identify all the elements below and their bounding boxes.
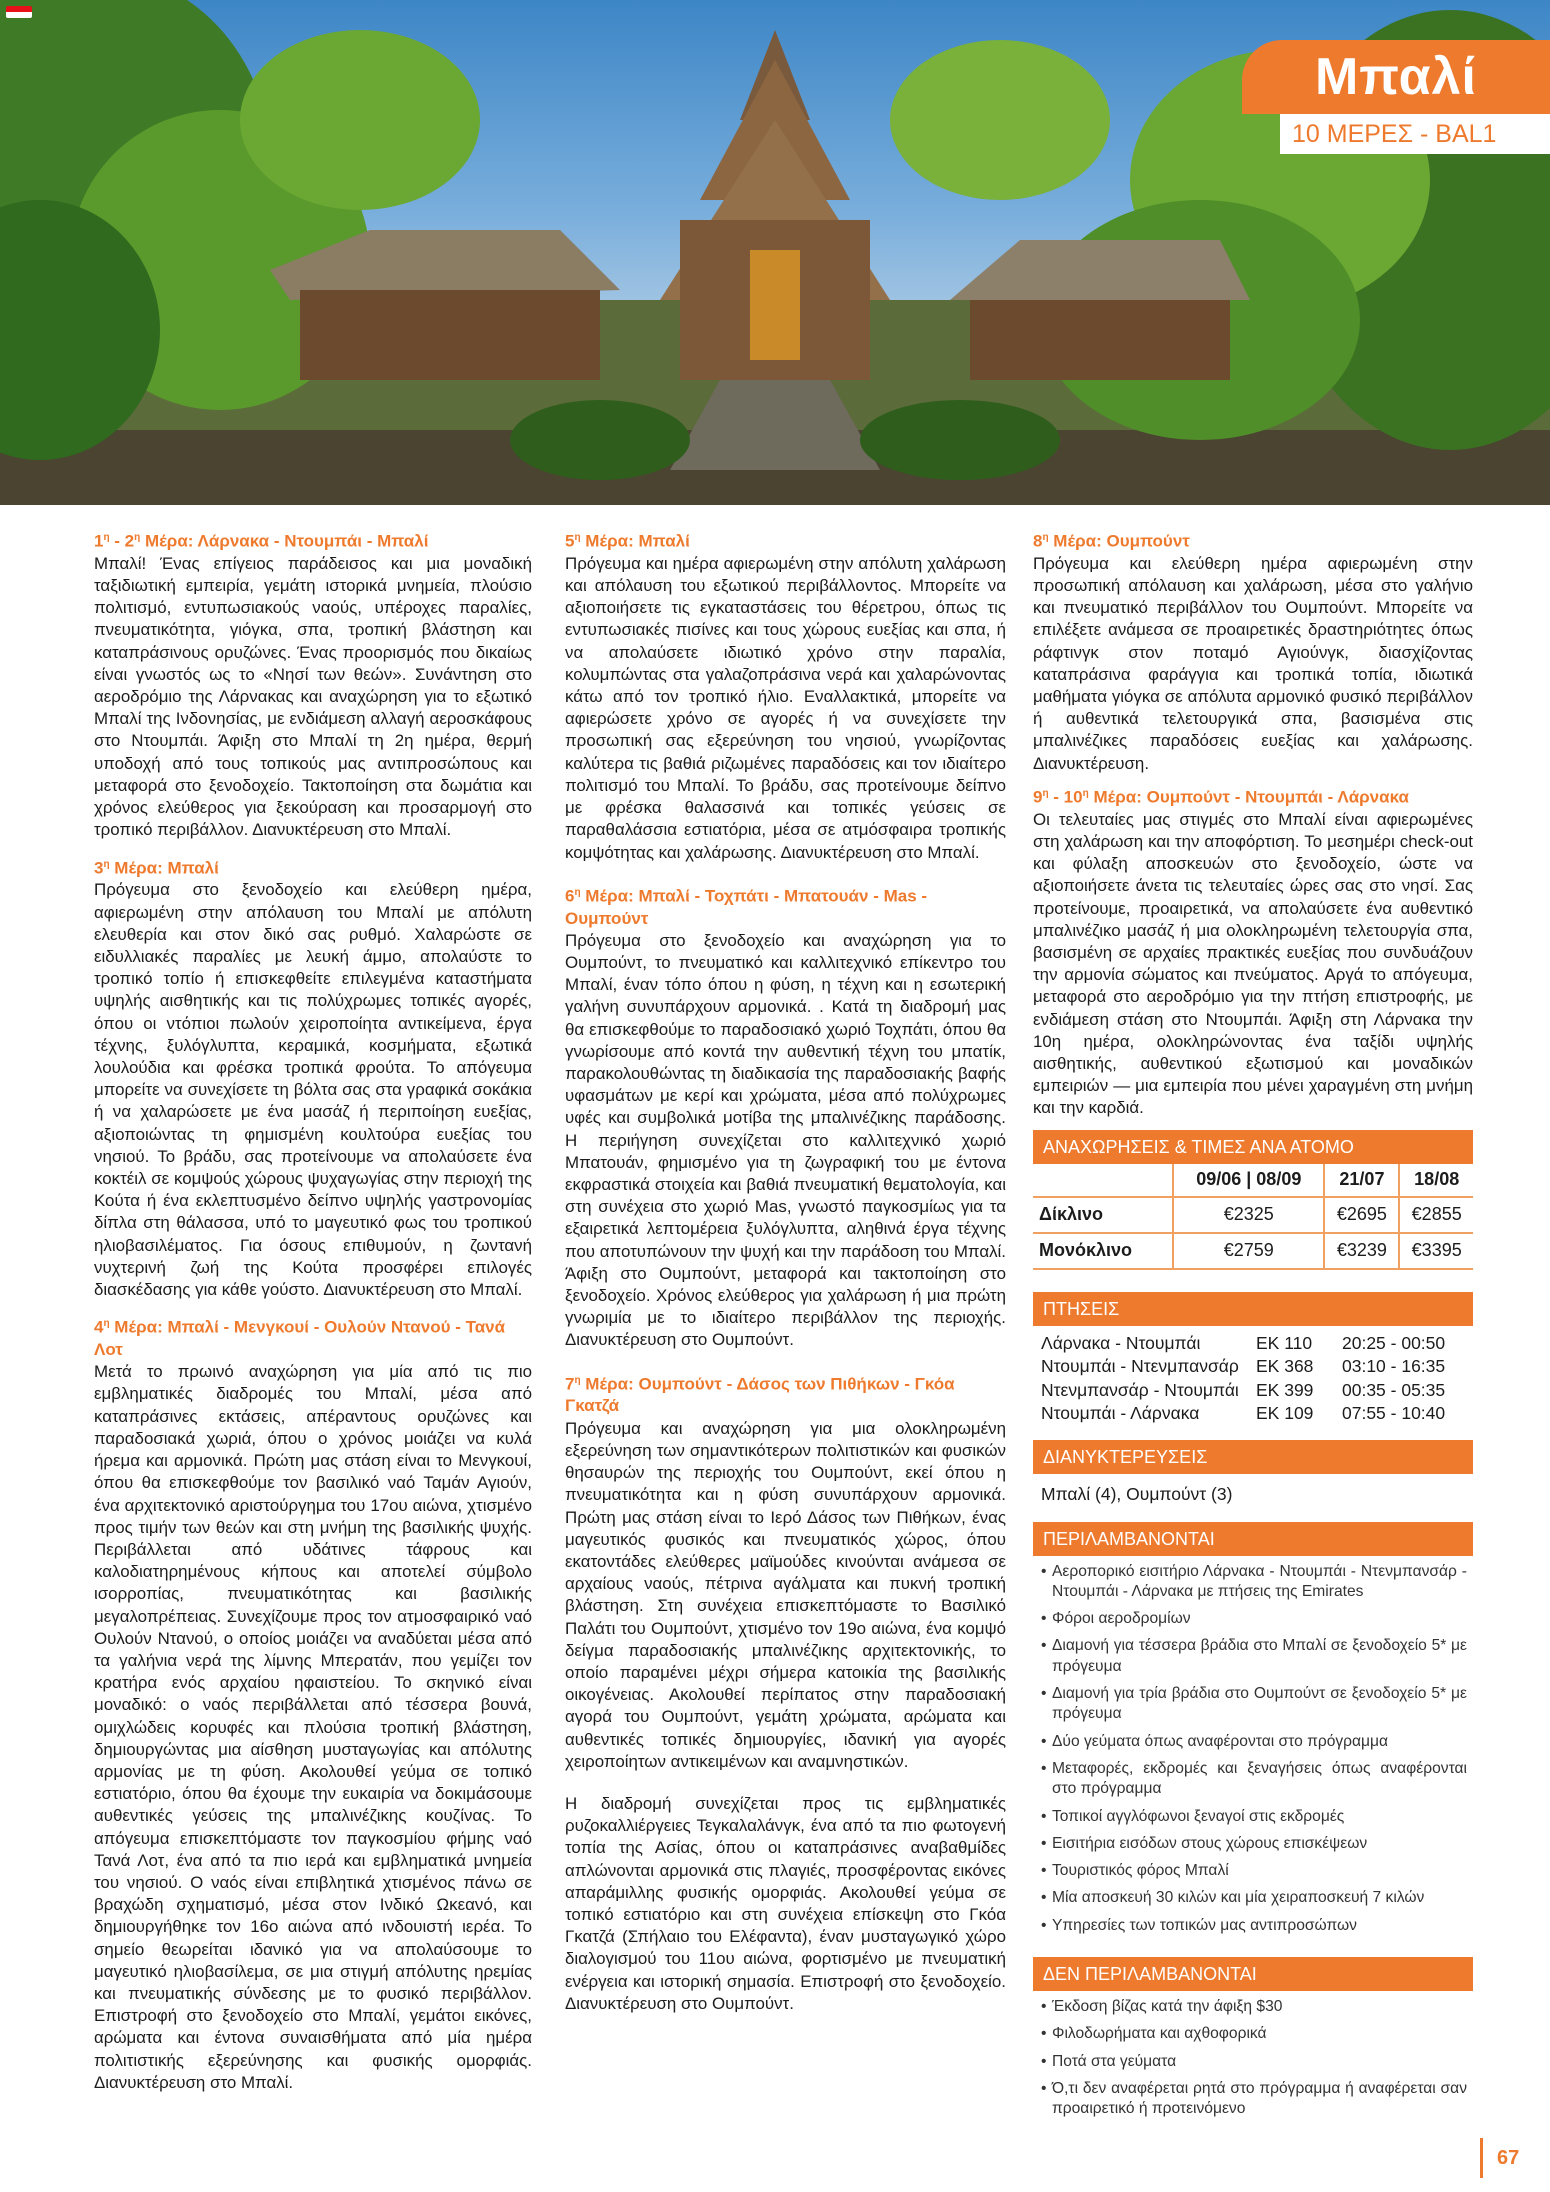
flight-route: Ντουμπάι - Ντενμπανσάρ bbox=[1041, 1356, 1239, 1377]
price-cell: €2325 bbox=[1173, 1197, 1324, 1233]
flights-heading: ΠΤΗΣΕΙΣ bbox=[1033, 1292, 1473, 1326]
list-item: • Τουριστικός φόρος Μπαλί bbox=[1041, 1861, 1467, 1881]
list-item: • Μία αποσκευή 30 κιλών και μία χειραποσκευή 7 κιλών bbox=[1041, 1888, 1467, 1908]
itinerary-day-7 bbox=[565, 1370, 1006, 2015]
flight-code: EK 110 bbox=[1256, 1332, 1313, 1353]
day-title: $7^\eta$ Μέρα: Ουμπούντ - Δάσος των Πιθήκων - Γκόα Γκατζά bbox=[565, 1374, 955, 1416]
table-row bbox=[1033, 1233, 1473, 1269]
excluded-heading: ΔΕΝ ΠΕΡΙΛΑΜΒΑΝΟΝΤΑΙ bbox=[1033, 1957, 1473, 1991]
stays-heading: ΔΙΑΝΥΚΤΕΡΕΥΣΕΙΣ bbox=[1033, 1440, 1473, 1474]
page-title: Μπαλί bbox=[1242, 40, 1550, 114]
day-text: Οι τελευταίες μας στιγμές στο Μπαλί είναι αφιερωμένες στη χαλάρωση και την αποφόρτιση. Το μεσημέρι check-out και φύλαξη αποσκευών στο ξενοδοχείο, ώστε να αξιοποιήσετε άνετα τις τελευταίες ώρες σας στο νησί. Σας προτείνουμε, προαιρετικά, να απολαύσετε ένα αυθεντικό μπαλινέζικο μασάζ ή μια ολοκληρωμένη τελετουργία σπα, βασισμένη σε αρχαίες πρακτικές ευεξίας που συνδυάζουν την αρμονία σώματος και πνεύματος. Αργά το απόγευμα, μεταφορά στο αεροδρόμιο για την πτήση επιστροφής, με ενδιάμεση στάση στο Ντουμπάι. Άφιξη στη Λάρνακα την 10η ημέρα, ολοκληρώνοντας ένα ταξίδι υψηλής αισθητικής, αυθεντικού εξωτισμού και μοναδικών εμπειριών — μια εμπειρία που μένει χαραγμένη στη μνήμη και την καρδιά. bbox=[1033, 809, 1473, 1118]
day-title: $6^\eta$ Μέρα: Μπαλί - Τοχπάτι - Μπατουάν - Mas - Ουμπούντ bbox=[565, 886, 928, 928]
list-item: • Φιλοδωρήματα και αχθοφορικά bbox=[1041, 2024, 1467, 2044]
day-title: $1^\eta - 2^\eta$ Μέρα: Λάρνακα - Ντουμπάι - Μπαλί bbox=[94, 531, 429, 551]
flight-time: 20:25 - 00:50 bbox=[1342, 1332, 1446, 1353]
price-cell: €2855 bbox=[1399, 1197, 1473, 1233]
list-item: • Ό,τι δεν αναφέρεται ρητά στο πρόγραμμα ή αναφέρεται σαν προαιρετικό ή προτεινόμενο bbox=[1041, 2079, 1467, 2120]
day-text: Πρόγευμα στο ξενοδοχείο και αναχώρηση για το Ουμπούντ, το πνευματικό και καλλιτεχνικό επίκεντρο του Μπαλί, έναν τόπο όπου η φύση, η τέχνη και η εσωτερική γαλήνη συνυπάρχουν αρμονικά. . Κατά τη διαδρομή μας θα επισκεφθούμε το παραδοσιακό χωριό Τοχπάτι, όπου θα γνωρίσουμε από κοντά την αυθεντική τέχνη του μπατίκ, παρακολουθώντας τη διαδικασία της παραδοσιακής βαφής υφασμάτων με κερί και χρώματα, μέσα από πολύχρωμες υφές και συμβολικά μοτίβα της μπαλινέζικης παράδοσης. Η περιήγηση συνεχίζεται στο καλλιτεχνικό χωριό Μπατουάν, φημισμένο για τη ζωγραφική του με έντονα εκφραστικά στοιχεία και βαθιά πνευματική θεματολογία, και στη συνέχεια στο χωριό Mas, γνωστό παγκοσμίως για τα εξαιρετικά λεπτομέρεια ξυλόγλυπτα, αληθινά έργα τέχνης που αποτυπώνουν την ψυχή και την παράδοση του Μπαλί. Άφιξη στο Ουμπούντ, μεταφορά και τακτοποίηση στο ξενοδοχείο. Χρόνος ελεύθερος για χαλάρωση ή μια πρώτη γνωριμία με το ιδιαίτερο περιβάλλον της περιοχής. Διανυκτέρευση στο Ουμπούντ. bbox=[565, 930, 1006, 1350]
itinerary-column-2 bbox=[565, 527, 1006, 2015]
day-title: $8^\eta$ Μέρα: Ουμπούντ bbox=[1033, 531, 1190, 551]
list-item: • Έκδοση βίζας κατά την άφιξη $30 bbox=[1041, 1997, 1467, 2017]
excluded-list bbox=[1033, 1991, 1473, 2130]
list-item: • Φόροι αεροδρομίων bbox=[1041, 1609, 1467, 1629]
day-text: Μπαλί! Ένας επίγειος παράδεισος και μια μοναδική ταξιδιωτική εμπειρία, γεμάτη ιστορικά μνημεία, πλούσιο πολιτισμό, εντυπωσιακούς ναούς, υπέροχες παραλίες, πνευματικότητα, γιόγκα, σπα, τροπική βλάστηση και καταπράσινους ορυζώνες. Ένας προορισμός που δικαίως είναι γνωστός ως το «Νησί των θεών». Συνάντηση στο αεροδρόμιο της Λάρνακας και αναχώρηση για το εξωτικό Μπαλί της Ινδονησίας, με ενδιάμεση αλλαγή αεροσκάφους στο Ντουμπάι. Άφιξη στο Μπαλί τη 2η ημέρα, θερμή υποδοχή από τους τοπικούς μας αντιπροσώπους και μεταφορά στο ξενοδοχείο. Τακτοποίηση στα δωμάτια και χρόνος ελεύθερος για ξεκούραση και προσαρμογή στο τροπικό περιβάλλον. Διανυκτέρευση στο Μπαλί. bbox=[94, 553, 532, 840]
list-item: • Μεταφορές, εκδρομές και ξεναγήσεις όπως αναφέρονται στο πρόγραμμα bbox=[1041, 1759, 1467, 1800]
list-item: • Αεροπορικό εισιτήριο Λάρνακα - Ντουμπάι - Ντενμπανσάρ - Ντουμπάι - Λάρνακα με πτήσεις της Emirates bbox=[1041, 1562, 1467, 1603]
day-title: $4^\eta$ Μέρα: Μπαλί - Μενγκουί - Ουλούν Ντανού - Τανά Λοτ bbox=[94, 1317, 506, 1360]
list-item: • Διαμονή για τρία βράδια στο Ουμπούντ σε ξενοδοχείο 5* με πρόγευμα bbox=[1041, 1684, 1467, 1725]
day-text: Πρόγευμα και ημέρα αφιερωμένη στην απόλυτη χαλάρωση και απόλαυση του εξωτικού περιβάλλοντος. Μπορείτε να αξιοποιήσετε τις εγκαταστάσεις του θέρετρου, όπως τις εντυπωσιακές πισίνες και τους χώρους ευεξίας και σπα, ή να απολαύσετε ιδιωτικό χρόνο στην παραλία, κολυμπώντας στα γαλαζοπράσινα νερά και χαλαρώνοντας κάτω από τον τροπικό ήλιο. Εναλλακτικά, μπορείτε να αφιερώσετε χρόνο σε αγορές ή να συνεχίσετε την προσωπική σας εξερεύνηση του νησιού, γνωρίζοντας καλύτερα τις βαθιά ριζωμένες παραδόσεις και τον ιδιαίτερο πολιτισμό του Μπαλί. Το βράδυ, σας προτείνουμε δείπνο με φρέσκα θαλασσινά και τοπικές γεύσεις σε παραθαλάσσια εστιατόρια, μέσα σε ατμόσφαιρα τροπικής κομψότητας και χαλάρωσης. Διανυκτέρευση στο Μπαλί. bbox=[565, 553, 1006, 862]
list-item: • Δύο γεύματα όπως αναφέρονται στο πρόγραμμα bbox=[1041, 1732, 1467, 1752]
itinerary-day-9-10 bbox=[1033, 783, 1473, 1120]
itinerary-column-1 bbox=[94, 527, 532, 2094]
itinerary-day-8 bbox=[1033, 527, 1473, 775]
flight-route: Ντενμπανσάρ - Ντουμπάι bbox=[1041, 1379, 1239, 1400]
table-row bbox=[1033, 1197, 1473, 1233]
room-type: Μονόκλινο bbox=[1033, 1233, 1173, 1269]
flight-row bbox=[1041, 1379, 1469, 1403]
price-cell: €3395 bbox=[1399, 1233, 1473, 1269]
itinerary-day-4 bbox=[94, 1313, 532, 2094]
day-text: Πρόγευμα και ελεύθερη ημέρα αφιερωμένη στην προσωπική απόλαυση και χαλάρωση, μέσα στο γαλήνιο και πνευματικό περιβάλλον του Ουμπούντ. Μπορείτε να επιλέξετε ανάμεσα σε προαιρετικές δραστηριότητες όπως ράφτινγκ στον ποταμό Αγιούνγκ, διασχίζοντας καταπράσινα φαράγγια και τροπικά τοπία, ιδιωτικά μαθήματα γιόγκα σε απόλυτα αρμονικό φυσικό περιβάλλον ή αυθεντικά τελετουργικά σπα, βασισμένα στις μπαλινέζικες παραδόσεις ευεξίας και χαλάρωσης. Διανυκτέρευση. bbox=[1033, 553, 1473, 773]
day-text: Πρόγευμα στο ξενοδοχείο και ελεύθερη ημέρα, αφιερωμένη στην απόλαυση του Μπαλί με απόλυτη ελευθερία και στον δικό σας ρυθμό. Χαλαρώστε σε ειδυλλιακές παραλίες με λευκή άμμο, απολαύστε το τροπικό τοπίο ή επισκεφθείτε επιλεγμένα καταστήματα υψηλής αισθητικής και τις πολύχρωμες τοπικές αγορές, όπου οι ντόπιοι πωλούν χειροποίητα αντικείμενα, έργα τέχνης, ξυλόγλυπτα, κεραμικά, κοσμήματα, εξωτικά λουλούδια και φρέσκα τροπικά φρούτα. Το απόγευμα μπορείτε να συνεχίσετε τη βόλτα σας στα γραφικά σοκάκια ή να χαλαρώσετε με ένα μασάζ ή περιποίηση ευεξίας, αξιοποιώντας τη φημισμένη κουλτούρα ευεξίας του νησιού. Το βράδυ, σας προτείνουμε να απολαύσετε ένα κοκτέιλ σε κομψούς χώρους ψυχαγωγίας στην περιοχή της Κούτα ή ένα εκλεπτυσμένο δείπνο υψηλής γαστρονομίας δίπλα στη θάλασσα, υπό το μαγευτικό φως του τροπικού ηλιοβασιλέματος. Για όσους επιθυμούν, η ζωντανή νυχτερινή ζωή της Κούτα προσφέρει επιλογές διασκέδασης για κάθε γούστο. Διανυκτέρευση στο Μπαλί. bbox=[94, 880, 532, 1300]
included-heading: ΠΕΡΙΛΑΜΒΑΝΟΝΤΑΙ bbox=[1033, 1522, 1473, 1556]
list-item: • Εισιτήρια εισόδων στους χώρους επισκέψεων bbox=[1041, 1834, 1467, 1854]
itinerary-day-1-2 bbox=[94, 527, 532, 842]
flight-route: Λάρνακα - Ντουμπάι bbox=[1041, 1332, 1201, 1353]
prices-table bbox=[1033, 1164, 1473, 1270]
day-title: $9^\eta - 10^\eta$ Μέρα: Ουμπούντ - Ντουμπάι - Λάρνακα bbox=[1033, 787, 1409, 807]
list-item: • Τοπικοί αγγλόφωνοι ξεναγοί στις εκδρομές bbox=[1041, 1807, 1467, 1827]
flight-row bbox=[1041, 1402, 1469, 1426]
flight-row bbox=[1041, 1332, 1469, 1356]
flight-code: EK 368 bbox=[1256, 1356, 1314, 1377]
prices-heading: ΑΝΑΧΩΡΗΣΕΙΣ & ΤΙΜΕΣ ΑΝΑ ΑΤΟΜΟ bbox=[1033, 1130, 1473, 1164]
hero-photo bbox=[0, 0, 1550, 505]
flight-time: 00:35 - 05:35 bbox=[1342, 1379, 1446, 1400]
prices-header-row bbox=[1033, 1164, 1473, 1197]
price-cell: €2759 bbox=[1173, 1233, 1324, 1269]
list-item: • Υπηρεσίες των τοπικών μας αντιπροσώπων bbox=[1041, 1916, 1467, 1936]
flights-list bbox=[1033, 1326, 1473, 1430]
day-title: $5^\eta$ Μέρα: Μπαλί bbox=[565, 531, 690, 551]
itinerary-day-3 bbox=[94, 854, 532, 1302]
included-list bbox=[1033, 1556, 1473, 1947]
flight-code: EK 399 bbox=[1256, 1379, 1314, 1400]
date-column-header: 09/06 | 08/09 bbox=[1173, 1164, 1324, 1197]
flight-time: 07:55 - 10:40 bbox=[1342, 1403, 1446, 1424]
list-item: • Ποτά στα γεύματα bbox=[1041, 2052, 1467, 2072]
itinerary-column-3 bbox=[1033, 527, 1473, 2131]
date-column-header: 21/07 bbox=[1324, 1164, 1399, 1197]
itinerary-day-5 bbox=[565, 527, 1006, 864]
flight-route: Ντουμπάι - Λάρνακα bbox=[1041, 1403, 1200, 1424]
day-text-continued: Η διαδρομή συνεχίζεται προς τις εμβληματικές ρυζοκαλλιέργειες Τεγκαλαλάνγκ, ένα από τα πιο φωτογενή τοπία της Ασίας, όπου οι καταπράσινες αναβαθμίδες απλώνονται αρμονικά στις πλαγιές, προσφέροντας εικόνες απαράμιλλης φυσικής ομορφιάς. Ακολουθεί γεύμα σε τοπικό εστιατόριο και στη συνέχεια επίσκεψη στο Γκόα Γκατζά (Σπήλαιο του Ελέφαντα), έναν μυσταγωγικό χώρο διαλογισμού του 11ου αιώνα, φορτισμένο με πνευματική ενέργεια και ιστορική σημασία. Επιστροφή στο ξενοδοχείο. Διανυκτέρευση στο Ουμπούντ. bbox=[565, 1793, 1006, 2013]
date-column-header: 18/08 bbox=[1399, 1164, 1473, 1197]
day-text: Πρόγευμα και αναχώρηση για μια ολοκληρωμένη εξερεύνηση των σημαντικότερων πολιτιστικών και φυσικών θησαυρών της περιοχής του Ουμπούντ, εκεί όπου η πνευματικότητα και η φύση συνυπάρχουν αρμονικά. Πρώτη μας στάση είναι το Ιερό Δάσος των Πιθήκων, ένας μαγευτικός φυσικός και πνευματικός χώρος, όπου εκατοντάδες ελεύθερες μαϊμούδες κινούνται ανάμεσα σε αρχαίους ναούς, πέτρινα αγάλματα και πυκνή τροπική βλάστηση. Στη συνέχεια επισκεπτόμαστε το Βασιλικό Παλάτι του Ουμπούντ, χτισμένο τον 19ο αιώνα, ένα κομψό δείγμα παραδοσιακής μπαλινέζικης αρχιτεκτονικής, το οποίο παραμένει μέχρι σήμερα κατοικία της βασιλικής οικογένειας. Ακολουθεί περίπατος στην παραδοσιακή αγορά του Ουμπούντ, γεμάτη χρώματα, αρώματα και αυθεντικές τοπικές δημιουργίες, ιδανική για αγορές χειροποίητων αντικειμένων και αναμνηστικών. bbox=[565, 1418, 1006, 1771]
flight-row bbox=[1041, 1355, 1469, 1379]
tour-code: 10 ΜΕΡΕΣ - BAL1 bbox=[1280, 114, 1550, 154]
room-type: Δίκλινο bbox=[1033, 1197, 1173, 1233]
price-cell: €3239 bbox=[1324, 1233, 1399, 1269]
page-number: 67 bbox=[1480, 2138, 1550, 2178]
flag-icon bbox=[6, 6, 32, 18]
stays-text: Μπαλί (4), Ουμπούντ (3) bbox=[1041, 1483, 1233, 1504]
flight-time: 03:10 - 16:35 bbox=[1342, 1356, 1446, 1377]
price-cell: €2695 bbox=[1324, 1197, 1399, 1233]
itinerary-day-6 bbox=[565, 882, 1006, 1352]
day-text: Μετά το πρωινό αναχώρηση για μία από τις πιο εμβληματικές διαδρομές του Μπαλί, μέσα από καταπράσινες εκτάσεις, απέραντους ορυζώνες και παραδοσιακά χωριά, όπου ο χρόνος μοιάζει να κυλά ήρεμα και αρμονικά. Πρώτη μας στάση είναι το Μενγκουί, όπου θα επισκεφθούμε τον βασιλικό ναό Ταμάν Αγιούν, ένα αρχιτεκτονικό αριστούργημα του 17ου αιώνα, χτισμένο προς τιμήν των θεών και στη μνήμη της βασιλικής ψυχής. Περιβάλλεται από υδάτινες τάφρους και καλοδιατηρημένους κήπους και αποτελεί σύμβολο ισορροπίας, πνευματικότητας και βασιλικής μεγαλοπρέπειας. Συνεχίζουμε προς τον ατμοσφαιρικό ναό Ουλούν Ντανού, ο οποίος μοιάζει να αναδύεται μέσα από τα γαλήνια νερά της λίμνης Μπερατάν, που γεμίζει τον κρατήρα ενός αρχαίου ηφαιστείου. Το σκηνικό είναι μοναδικό: ο ναός περιβάλλεται από τέσσερα βουνά, ομιχλώδεις κορυφές και πλούσια τροπική βλάστηση, δημιουργώντας μια αίσθηση μυσταγωγίας και απόλυτης αρμονίας με τη φύση. Ακολουθεί γεύμα σε τοπικό εστιατόριο, όπου θα έχουμε την ευκαιρία να δοκιμάσουμε αυθεντικές γεύσεις της μπαλινέζικης κουζίνας. Το απόγευμα επισκεπτόμαστε τον παγκοσμίου φήμης ναό Τανά Λοτ, ένα από τα πιο ιερά και εμβληματικά μνημεία του νησιού. Ο ναός είναι επιβλητικά χτισμένος πάνω σε βραχώδη σχηματισμό, μέσα στον Ινδικό Ωκεανό, και δημιουργήθηκε τον 16ο αιώνα από ινδουιστή ιερέα. Το σημείο θεωρείται ιδανικό για να απολαύσουμε το μαγευτικό ηλιοβασίλεμα, σε μια στιγμή απόλυτης ηρεμίας και πνευματικής σύνδεσης με το φυσικό περιβάλλον. Επιστροφή στο ξενοδοχείο στο Μπαλί, γεμάτοι εικόνες, αρώματα και έντονα συναισθήματα από μία ημέρα πολιτιστικής εξερεύνησης και φυσικής ομορφιάς. Διανυκτέρευση στο Μπαλί. bbox=[94, 1362, 532, 2092]
flight-code: EK 109 bbox=[1256, 1403, 1314, 1424]
list-item: • Διαμονή για τέσσερα βράδια στο Μπαλί σε ξενοδοχείο 5* με πρόγευμα bbox=[1041, 1636, 1467, 1677]
day-title: $3^\eta$ Μέρα: Μπαλί bbox=[94, 858, 219, 878]
